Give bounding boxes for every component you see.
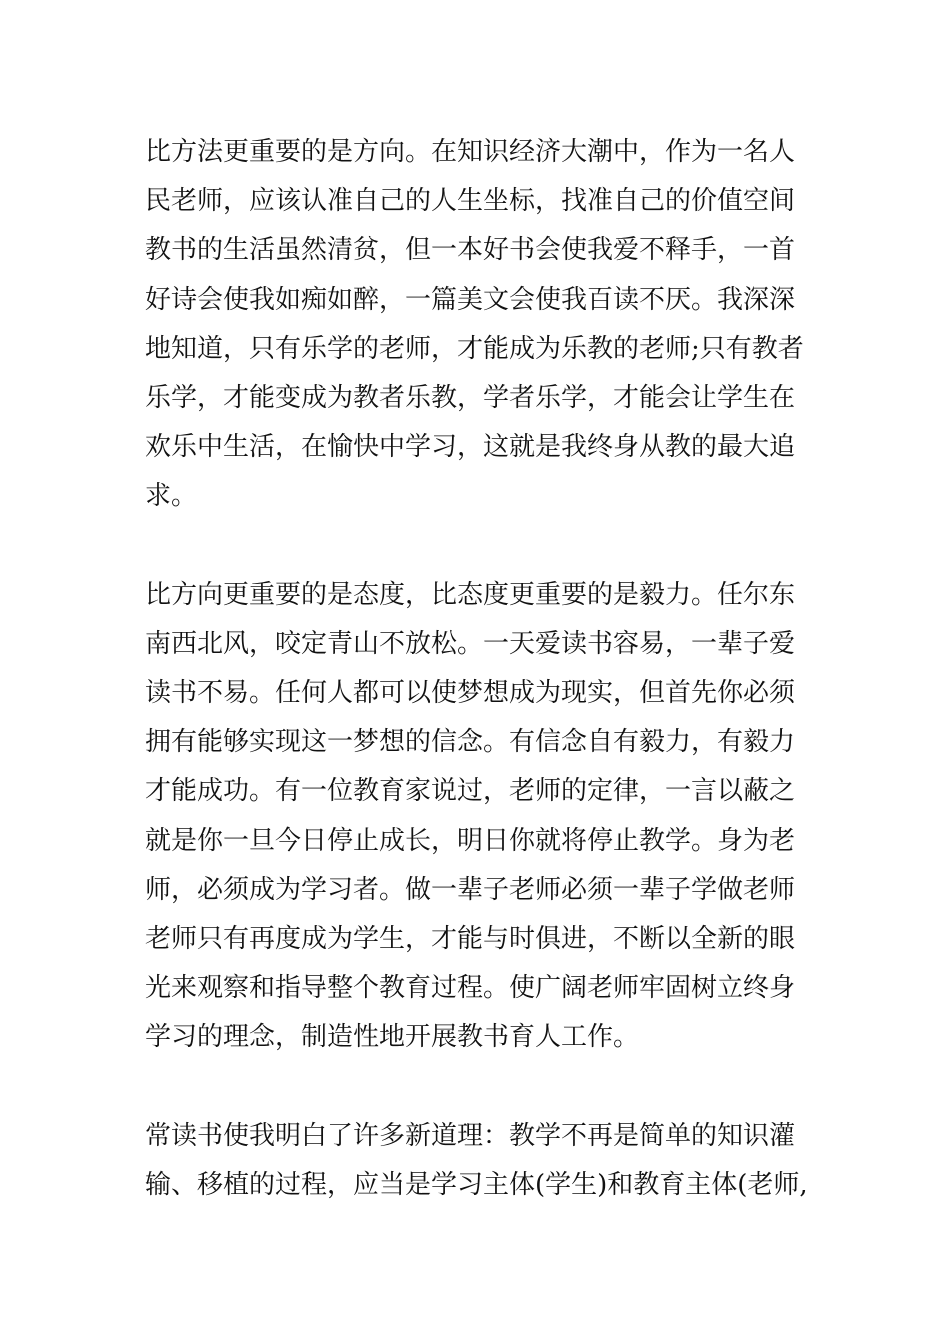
text-line: 读书不易。任何人都可以使梦想成为现实，但首先你必须 xyxy=(145,678,796,709)
text-line: 民老师，应该认准自己的人生坐标，找准自己的价值空间 xyxy=(145,186,796,217)
text-line: 师，必须成为学习者。做一辈子老师必须一辈子学做老师 xyxy=(145,874,796,905)
paragraph-gap xyxy=(145,1063,825,1112)
text-line: 欢乐中生活，在愉快中学习，这就是我终身从教的最大追 xyxy=(145,432,796,463)
text-line: 求。 xyxy=(145,481,198,512)
text-line: 才能成功。有一位教育家说过，老师的定律，一言以蔽之 xyxy=(145,776,796,807)
text-line: 地知道，只有乐学的老师，才能成为乐教的老师;只有教者 xyxy=(145,333,804,364)
paragraph-gap xyxy=(145,522,825,571)
text-line: 就是你一旦今日停止成长，明日你就将停止教学。身为老 xyxy=(145,825,796,856)
text-line: 好诗会使我如痴如醉，一篇美文会使我百读不厌。我深深 xyxy=(145,284,796,315)
text-line: 学习的理念，制造性地开展教书育人工作。 xyxy=(145,1022,640,1053)
paragraph-1 xyxy=(145,128,825,522)
text-line: 教书的生活虽然清贫，但一本好书会使我爱不释手，一首 xyxy=(145,235,796,266)
text-line: 老师只有再度成为学生，才能与时俱进，不断以全新的眼 xyxy=(145,924,796,954)
text-line: 拥有能够实现这一梦想的信念。有信念自有毅力，有毅力 xyxy=(145,727,796,758)
paragraph-3 xyxy=(145,1112,825,1210)
text-line: 乐学，才能变成为教者乐教，学者乐学，才能会让学生在 xyxy=(145,382,796,413)
text-line: 南西北风，咬定青山不放松。一天爱读书容易，一辈子爱 xyxy=(145,628,796,659)
paragraph-2 xyxy=(145,571,825,1063)
text-line: 常读书使我明白了许多新道理：教学不再是简单的知识灌 xyxy=(145,1120,796,1151)
text-line: 比方向更重要的是态度，比态度更重要的是毅力。任尔东 xyxy=(145,579,796,610)
text-line: 光来观察和指导整个教育过程。使广阔老师牢固树立终身 xyxy=(145,973,796,1004)
text-line: 输、移植的过程，应当是学习主体(学生)和教育主体(老师, xyxy=(145,1169,808,1200)
text-line: 比方法更重要的是方向。在知识经济大潮中，作为一名人 xyxy=(145,137,796,167)
document-body xyxy=(145,128,825,1210)
